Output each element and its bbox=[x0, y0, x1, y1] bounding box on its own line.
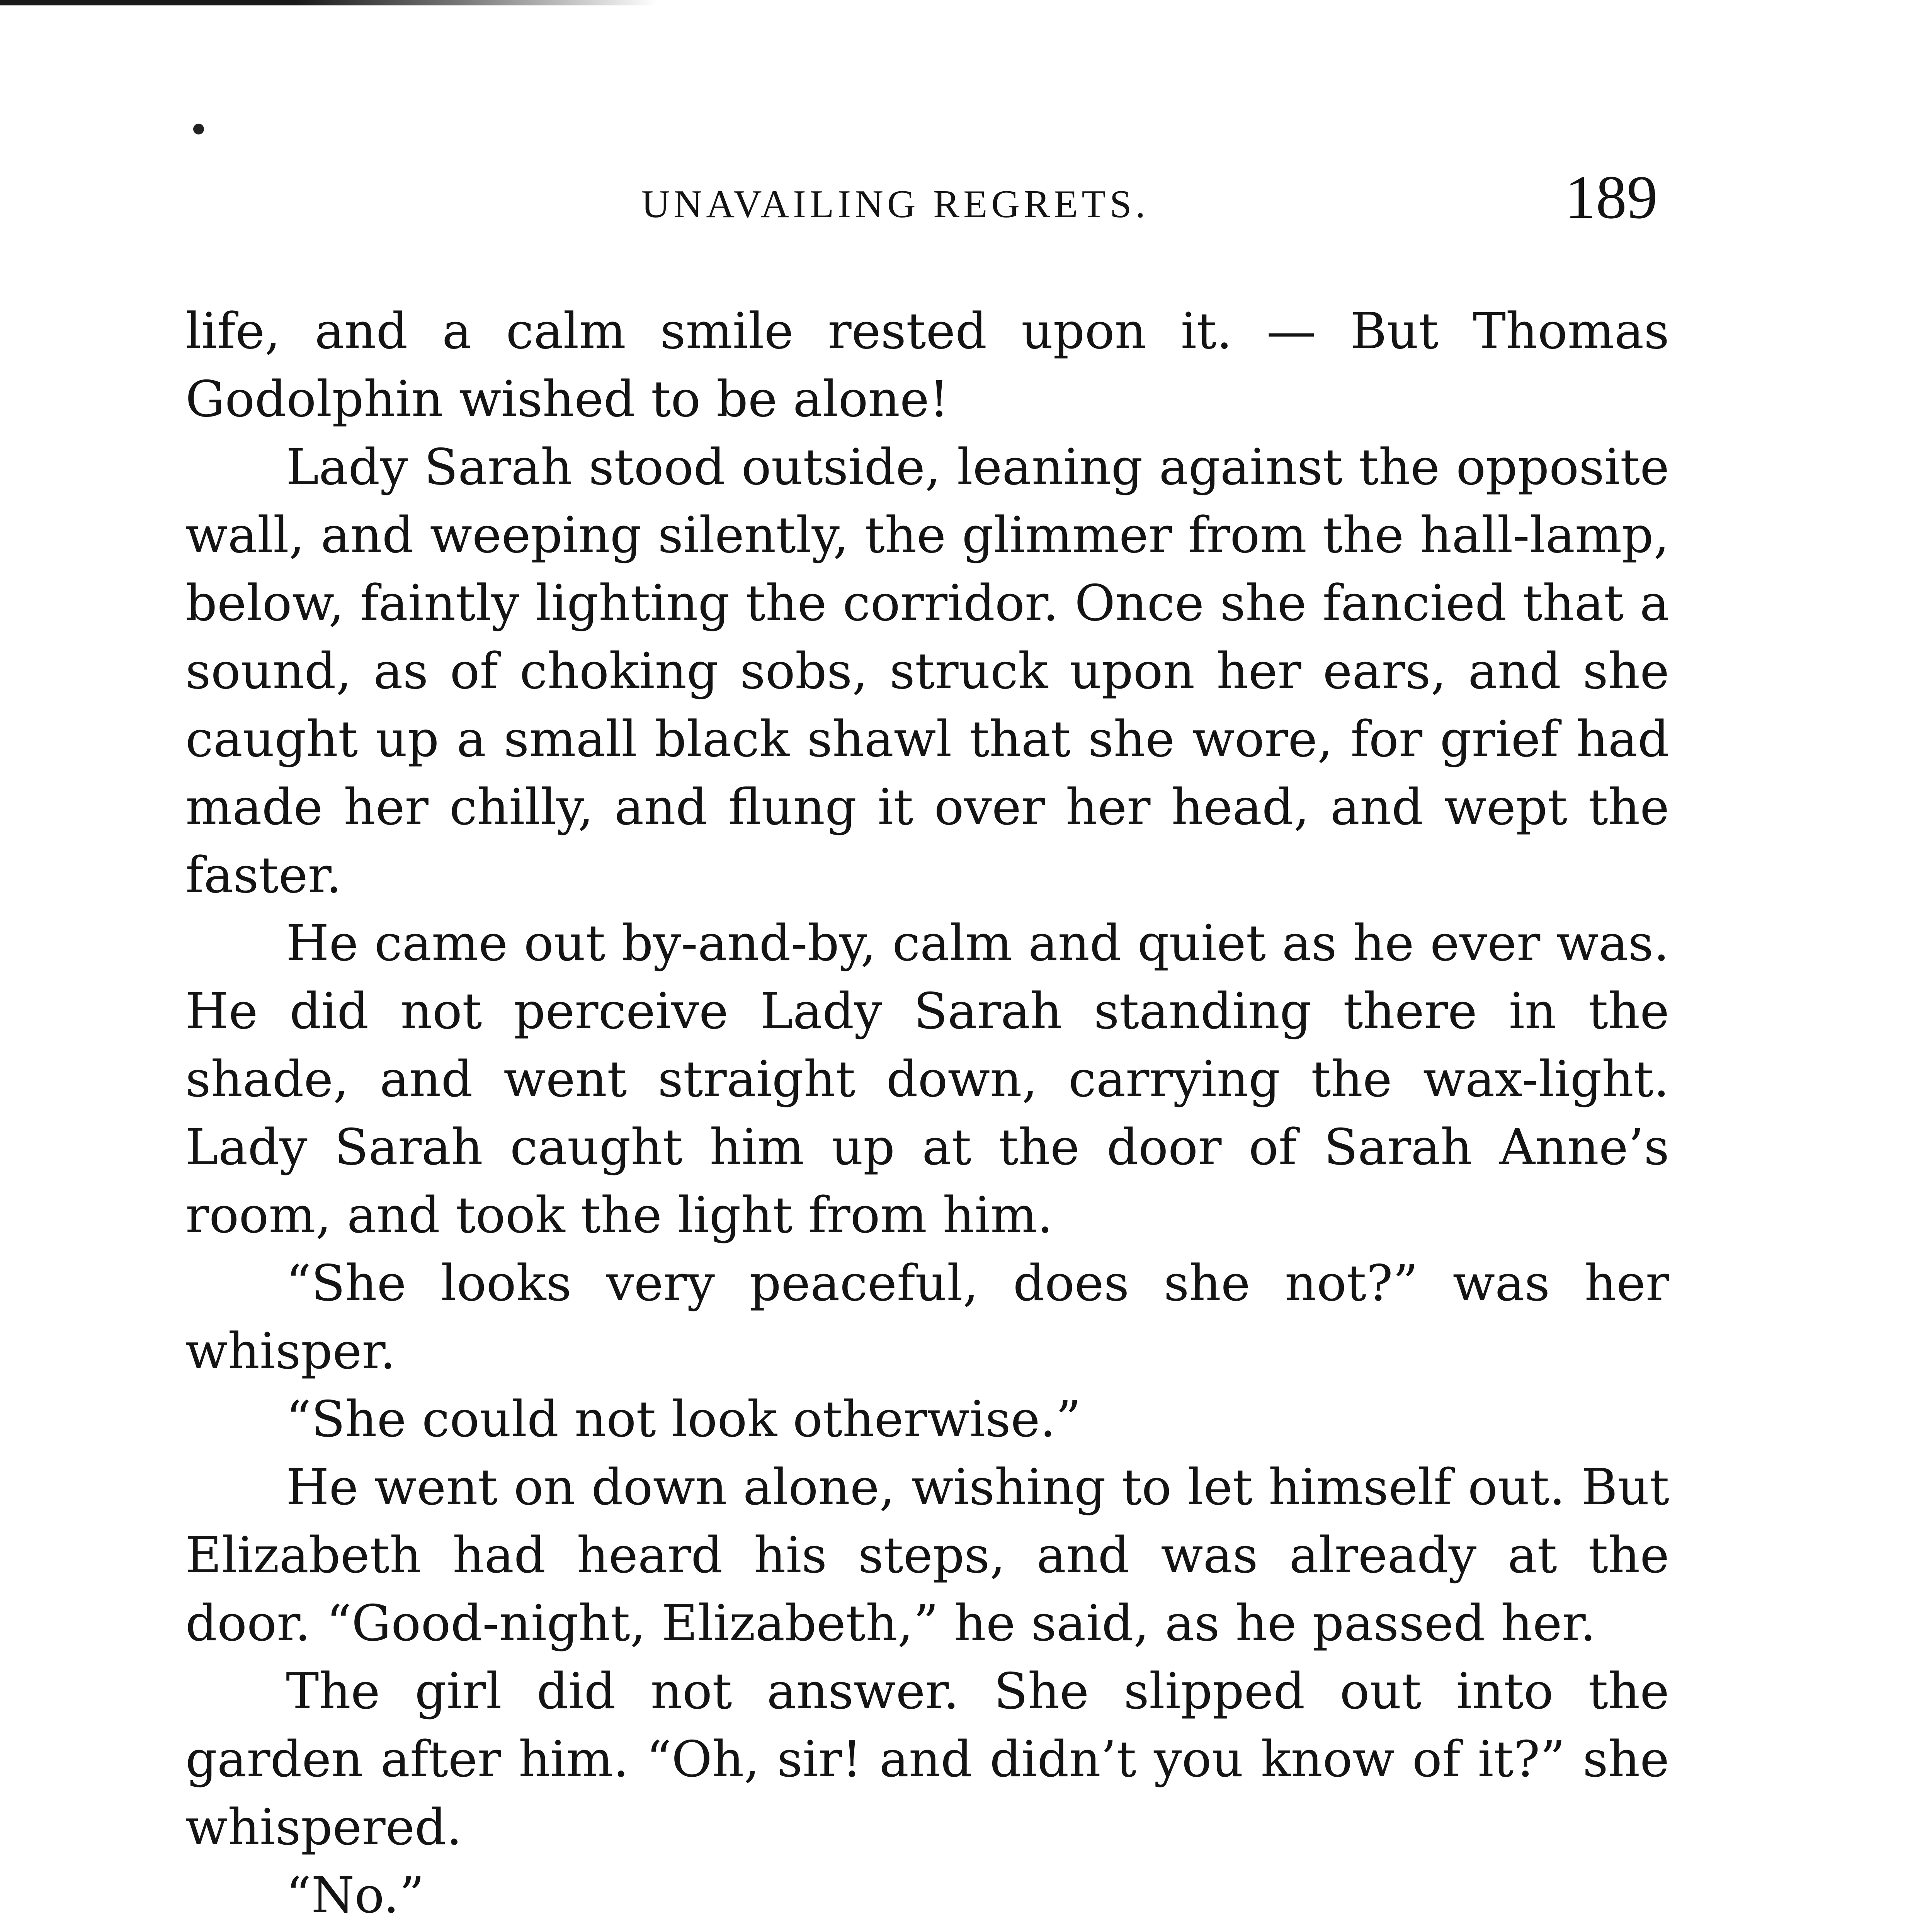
paragraph: “No.” bbox=[286, 1867, 425, 1924]
paragraph: He came out by-and-by, calm and quiet as he ever was. He did not perceive Lady Sarah standing there in the shade, and went straight down, carrying the wax-light. Lady Sarah caught him up at the door of Sarah Anne’s room, and took the light from him. bbox=[185, 915, 1669, 1244]
page-body-text bbox=[185, 298, 1669, 1932]
paragraph: life, and a calm smile rested upon it. — But Thomas Godolphin wished to be alone! bbox=[185, 303, 1669, 428]
ink-dot-mark bbox=[193, 124, 204, 134]
paragraph bbox=[185, 1930, 1669, 1932]
page-number: 189 bbox=[1565, 163, 1658, 231]
paragraph: “She could not look otherwise.” bbox=[286, 1391, 1081, 1448]
paragraph: He went on down alone, wishing to let himself out. But Elizabeth had heard his steps, and was already at the door. “Good-night, Elizabeth,” he said, as he passed her. bbox=[185, 1459, 1669, 1652]
page-top-edge-rule bbox=[0, 0, 657, 5]
paragraph: “She looks very peaceful, does she not?” was her whisper. bbox=[185, 1255, 1669, 1380]
paragraph: The girl did not answer. She slipped out into the garden after him. “Oh, sir! and didn’t you know of it?” she whispered. bbox=[185, 1663, 1669, 1856]
paragraph: Lady Sarah stood outside, leaning against the opposite wall, and weeping silently, the glimmer from the hall-lamp, below, faintly lighting the corridor. Once she fancied that a sound, as of choking sobs, struck upon her ears, and she caught up a small black shawl that she wore, for grief had made her chilly, and flung it over her head, and wept the faster. bbox=[185, 439, 1669, 904]
running-header-title: UNAVAILING REGRETS. bbox=[641, 182, 1149, 226]
